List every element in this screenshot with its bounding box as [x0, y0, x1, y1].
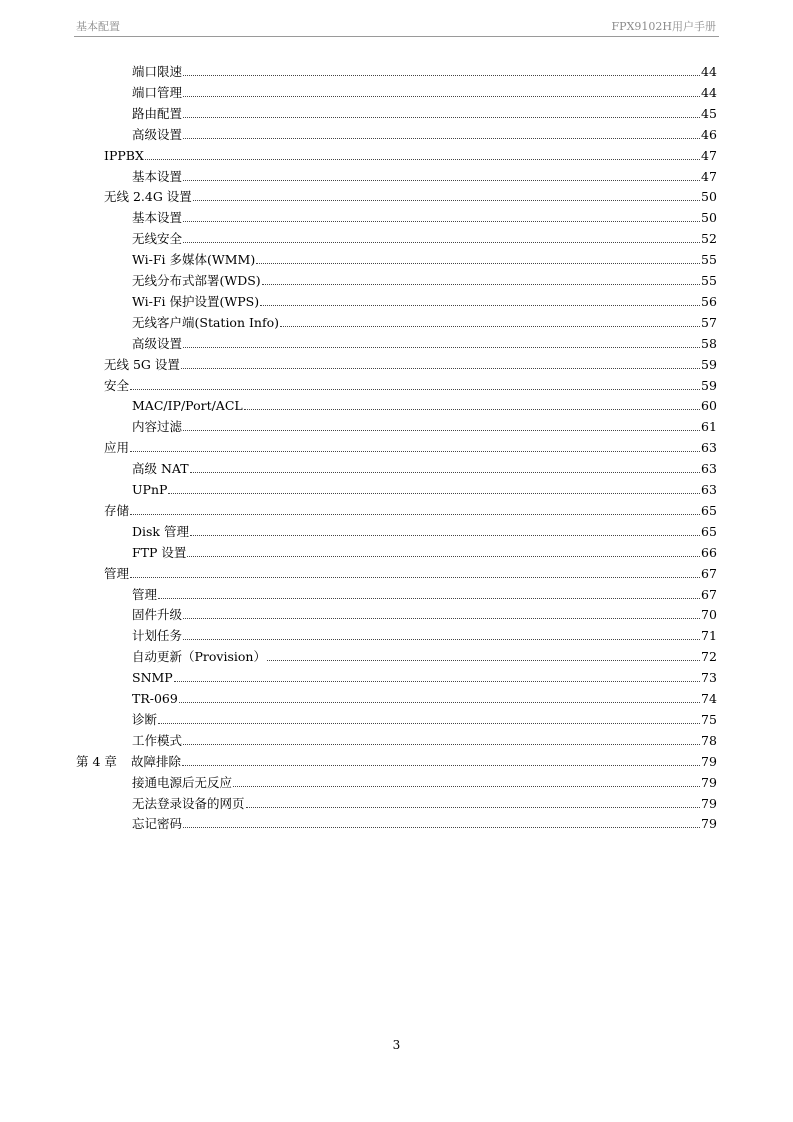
- toc-entry-label: 自动更新（Provision）: [132, 649, 266, 665]
- toc-entry-label: UPnP: [132, 482, 168, 497]
- toc-entry-page: 46: [701, 126, 717, 142]
- toc-entry[interactable]: [132, 602, 716, 622]
- toc-entry[interactable]: [76, 749, 716, 769]
- toc-entry-page: 65: [701, 502, 717, 518]
- toc-entry-page: 66: [701, 544, 717, 560]
- toc-entry-page: 79: [701, 816, 717, 832]
- toc-dot-leader: [267, 660, 700, 661]
- toc-dot-leader: [179, 702, 700, 703]
- toc-entry-page: 71: [701, 628, 717, 644]
- toc-entry-label: Wi-Fi 多媒体(WMM): [132, 252, 256, 268]
- toc-entry-label: 安全: [104, 377, 130, 393]
- toc-dot-leader: [183, 347, 700, 348]
- toc-dot-leader: [260, 305, 700, 306]
- toc-entry-label: 管理: [132, 586, 158, 602]
- toc-entry-page: 60: [701, 398, 717, 414]
- toc-entry-page: 47: [701, 168, 717, 184]
- running-header-section: 基本配置: [76, 20, 120, 33]
- toc-entry[interactable]: [132, 101, 716, 121]
- toc-entry-label: 端口管理: [132, 84, 183, 100]
- toc-dot-leader: [280, 326, 700, 327]
- toc-entry[interactable]: [104, 352, 716, 372]
- toc-dot-leader: [130, 577, 700, 578]
- toc-dot-leader: [183, 618, 700, 619]
- toc-entry[interactable]: [132, 644, 716, 664]
- toc-entry[interactable]: [132, 519, 716, 539]
- toc-entry-label: 无线安全: [132, 231, 183, 247]
- toc-entry-label: 管理: [104, 565, 130, 581]
- toc-entry-label: 基本设置: [132, 210, 183, 226]
- toc-dot-leader: [130, 389, 700, 390]
- toc-entry[interactable]: [132, 582, 716, 602]
- toc-entry-label: 无线客户端(Station Info): [132, 314, 280, 330]
- toc-entry-label: SNMP: [132, 670, 173, 686]
- toc-entry-page: 63: [701, 482, 717, 497]
- toc-dot-leader: [130, 451, 700, 452]
- toc-entry[interactable]: [132, 456, 716, 476]
- toc-entry-label: Wi-Fi 保护设置(WPS): [132, 293, 260, 309]
- toc-entry-label: TR-069: [132, 691, 178, 706]
- toc-entry-label: 无线分布式部署(WDS): [132, 273, 261, 288]
- toc-entry[interactable]: [132, 414, 716, 434]
- toc-entry-label: 固件升级: [132, 607, 183, 623]
- toc-entry[interactable]: [104, 435, 716, 455]
- toc-dot-leader: [190, 535, 700, 536]
- toc-entry-page: 56: [701, 293, 717, 309]
- toc-dot-leader: [183, 180, 700, 181]
- toc-entry[interactable]: [104, 498, 716, 518]
- toc-entry-page: 58: [701, 335, 717, 351]
- toc-dot-leader: [183, 827, 700, 828]
- toc-entry-label: 无线 2.4G 设置: [104, 189, 192, 205]
- toc-dot-leader: [244, 409, 700, 410]
- toc-entry-label: 工作模式: [132, 732, 183, 748]
- toc-entry-page: 65: [701, 523, 717, 539]
- toc-entry-page: 59: [701, 377, 717, 393]
- toc-entry-label: 高级 NAT: [132, 461, 189, 477]
- toc-entry-page: 63: [701, 461, 717, 477]
- toc-entry-label: 高级设置: [132, 335, 183, 351]
- toc-dot-leader: [183, 430, 700, 431]
- toc-dot-leader: [183, 75, 700, 76]
- toc-entry-page: 79: [701, 774, 717, 790]
- toc-entry[interactable]: [132, 164, 716, 184]
- toc-dot-leader: [190, 472, 700, 473]
- toc-entry-page: 78: [701, 732, 717, 748]
- toc-entry-label: 路由配置: [132, 105, 183, 121]
- toc-entry-label: 基本设置: [132, 168, 183, 184]
- toc-entry-page: 44: [701, 64, 717, 79]
- toc-entry-page: 50: [701, 210, 717, 226]
- toc-entry[interactable]: [104, 561, 716, 581]
- toc-entry-page: 59: [701, 356, 717, 372]
- toc-entry[interactable]: [132, 770, 716, 790]
- toc-entry[interactable]: [132, 310, 716, 330]
- toc-entry-label: 端口限速: [132, 64, 183, 79]
- toc-dot-leader: [193, 200, 700, 201]
- page-number: 3: [392, 1038, 401, 1052]
- toc-entry-page: 67: [701, 586, 717, 602]
- toc-entry-label: 应用: [104, 440, 130, 456]
- toc-dot-leader: [256, 263, 700, 264]
- toc-entry-page: 50: [701, 189, 717, 205]
- toc-dot-leader: [158, 598, 700, 599]
- toc-entry-page: 73: [701, 670, 717, 686]
- toc-entry-label: FTP 设置: [132, 544, 187, 560]
- toc-entry-label: 无线 5G 设置: [104, 356, 180, 372]
- toc-entry[interactable]: [104, 143, 716, 163]
- toc-entry-page: 79: [701, 753, 717, 769]
- toc-entry-page: 63: [701, 440, 717, 456]
- toc-entry[interactable]: [132, 122, 716, 142]
- toc-entry-page: 74: [701, 691, 717, 706]
- toc-entry-page: 44: [701, 84, 717, 100]
- toc-entry-page: 72: [701, 649, 717, 665]
- toc-entry-page: 55: [701, 273, 717, 288]
- toc-dot-leader: [182, 765, 700, 766]
- toc-entry-page: 61: [701, 419, 717, 435]
- toc-entry[interactable]: [132, 289, 716, 309]
- header-divider: [74, 36, 719, 37]
- toc-dot-leader: [183, 138, 700, 139]
- toc-dot-leader: [262, 284, 700, 285]
- toc-entry[interactable]: [132, 811, 716, 831]
- toc-dot-leader: [183, 221, 700, 222]
- toc-entry[interactable]: [132, 393, 716, 413]
- toc-dot-leader: [174, 681, 700, 682]
- toc-entry-page: 55: [701, 252, 717, 268]
- toc-dot-leader: [183, 744, 700, 745]
- toc-dot-leader: [145, 159, 700, 160]
- toc-entry-page: 47: [701, 147, 717, 163]
- toc-entry-page: 52: [701, 231, 717, 247]
- toc-entry-page: 70: [701, 607, 717, 623]
- toc-dot-leader: [246, 807, 700, 808]
- toc-entry-label: Disk 管理: [132, 523, 189, 539]
- toc-entry-label: MAC/IP/Port/ACL: [132, 398, 243, 414]
- toc-entry[interactable]: [132, 686, 716, 706]
- toc-entry[interactable]: [132, 540, 716, 560]
- toc-entry-label: 接通电源后无反应: [132, 774, 233, 790]
- toc-dot-leader: [168, 493, 700, 494]
- toc-entry[interactable]: [132, 205, 716, 225]
- running-header-title: FPX9102H用户手册: [611, 20, 716, 33]
- toc-entry[interactable]: [132, 59, 716, 79]
- toc-dot-leader: [158, 723, 700, 724]
- toc-dot-leader: [187, 556, 700, 557]
- toc-entry-label: 存储: [104, 502, 130, 518]
- toc-dot-leader: [183, 242, 700, 243]
- toc-dot-leader: [183, 639, 700, 640]
- toc-dot-leader: [181, 368, 700, 369]
- toc-entry-page: 79: [701, 795, 717, 811]
- toc-entry-label: 计划任务: [132, 628, 183, 644]
- toc-entry-label: 内容过滤: [132, 419, 183, 435]
- toc-chapter-prefix: 第 4 章: [76, 753, 117, 769]
- toc-entry-label: 无法登录设备的网页: [132, 795, 245, 811]
- toc-entry-label: 故障排除: [131, 753, 182, 769]
- toc-entry-label: 高级设置: [132, 126, 183, 142]
- toc-entry[interactable]: [104, 184, 716, 204]
- toc-entry-label: IPPBX: [104, 147, 144, 163]
- toc-entry[interactable]: [132, 331, 716, 351]
- toc-entry[interactable]: [132, 665, 716, 685]
- toc-entry-label: 诊断: [132, 711, 158, 727]
- toc-entry[interactable]: [132, 226, 716, 246]
- toc-entry-page: 67: [701, 565, 717, 581]
- toc-entry[interactable]: [132, 707, 716, 727]
- toc-dot-leader: [183, 96, 700, 97]
- toc-entry-page: 45: [701, 105, 717, 121]
- toc-entry[interactable]: [132, 791, 716, 811]
- toc-entry-page: 57: [701, 314, 717, 330]
- toc-dot-leader: [183, 117, 700, 118]
- toc-entry[interactable]: [132, 247, 716, 267]
- toc-dot-leader: [233, 786, 700, 787]
- toc-entry[interactable]: [132, 623, 716, 643]
- toc-entry[interactable]: [104, 373, 716, 393]
- toc-entry[interactable]: [132, 268, 716, 288]
- toc-entry[interactable]: [132, 477, 716, 497]
- toc-entry[interactable]: [132, 80, 716, 100]
- toc-entry-label: 忘记密码: [132, 816, 183, 832]
- toc-entry[interactable]: [132, 728, 716, 748]
- toc-entry-page: 75: [701, 711, 717, 727]
- toc-dot-leader: [130, 514, 700, 515]
